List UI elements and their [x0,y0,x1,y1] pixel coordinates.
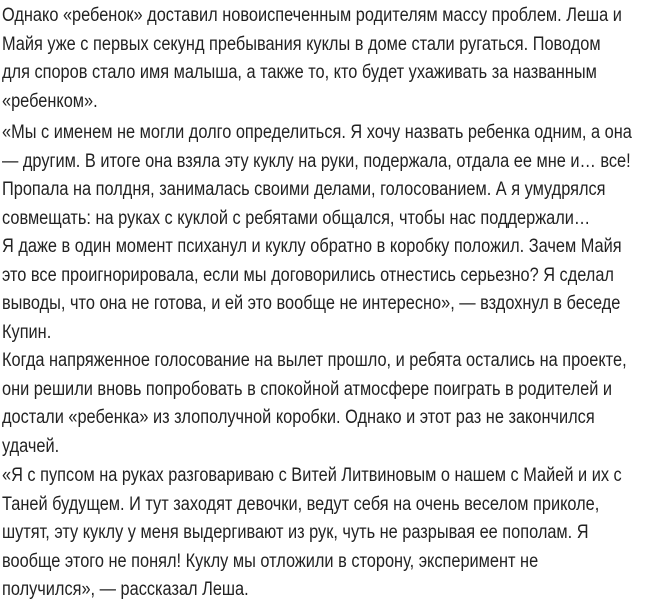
text-line: «ребенком». [2,90,98,112]
text-line: «Мы с именем не могли долго определиться. Я хочу назвать ребенка одним, а она [2,122,632,143]
text-line: удачей. [2,435,60,457]
text-line: Я даже в один момент психанул и куклу обратно в коробку положил. Зачем Майя [2,236,622,257]
paragraph-quote-kupin [2,119,670,347]
text-line: Купин. [2,321,52,343]
text-line: совмещать: на руках с куклой с ребятами общался, чтобы нас поддержали… [2,207,591,229]
text-line: Когда напряженное голосование на вылет прошло, и ребята остались на проекте, [2,350,627,371]
text-line: получился», — рассказал Леша. [2,579,249,600]
text-line: это все проигнорировала, если мы договорились отнестись серьезно? Я сделал [2,264,614,286]
paragraph-quote-lesha [2,462,670,605]
paragraph-intro [2,2,670,116]
text-line: Майя уже с первых секунд пребывания куклы в доме стали ругаться. Поводом [2,33,601,55]
text-line: Однако «ребенок» доставил новоиспеченным родителям массу проблем. Леша и [2,5,622,26]
text-line: Пропала на полдня, занималась своими делами, голосованием. А я умудрялся [2,179,606,200]
text-line: Таней будущем. И тут заходят девочки, ведут себя на очень веселом приколе, [2,493,600,515]
text-line: шутят, эту куклу у меня выдергивают из рук, чуть не разрывая ее пополам. Я [2,522,589,543]
text-line: они решили вновь попробовать в спокойной атмосфере поиграть в родителей и [2,378,613,400]
paragraph-narrative [2,347,670,461]
text-line: для споров стало имя малыша, а также то, кто будет ухаживать за названным [2,62,597,83]
text-line: вообще этого не понял! Куклу мы отложили в сторону, эксперимент не [2,550,539,572]
text-line: достали «ребенка» из злополучной коробки. Однако и этот раз не закончился [2,407,595,428]
text-line: — другим. В итоге она взяла эту куклу на руки, подержала, отдала ее мне и… все! [2,150,631,172]
text-line: выводы, что она не готова, и ей это вообще не интересно», — вздохнул в беседе [2,293,621,314]
text-line: «Я с пупсом на руках разговариваю с Витей Литвиновым о нашем с Майей и их с [2,465,622,486]
